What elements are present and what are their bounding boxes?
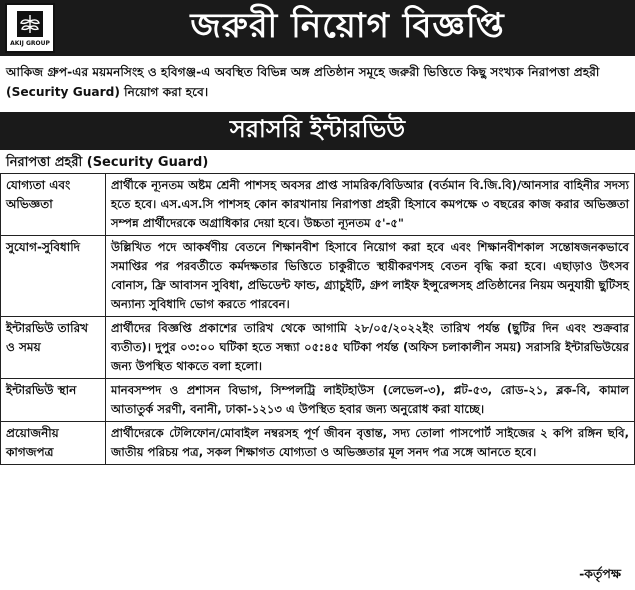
table-row (1, 379, 635, 422)
row-value: উল্লিখিত পদে আকর্ষণীয় বেতনে শিক্ষানবীশ হিসাবে নিয়োগ করা হবে এবং শিক্ষানবীশকাল সন্তোষজনকভাবে সমাপ্তির পর পরবর্তীতে কর্মদক্ষতার ভিত্তিতে চাকুরীতে স্থায়ীকরণসহ বেতন বৃদ্ধি করা হবে। এছাড়াও উৎসব বোনাস, ফ্রি আবাসন সুবিধা, প্রভিডেন্ট ফান্ড, গ্র্যাচুইটি, গ্রুপ লাইফ ইন্সুরেন্সসহ প্রতিষ্ঠানের নিয়ম অনুযায়ী ছুটিসহ অন্যান্য সুবিধাদি ভোগ করতে পারবেন। (106, 236, 635, 317)
post-title: নিরাপত্তা প্রহরী (Security Guard) (6, 155, 209, 170)
leaf-logo-icon (15, 9, 45, 39)
logo-text: AKIJ GROUP (10, 40, 50, 47)
table-row (1, 174, 635, 236)
row-label: সুযোগ-সুবিধাদি (1, 236, 106, 317)
page-title: জরুরী নিয়োগ বিজ্ঞপ্তি (190, 5, 505, 46)
table-row (1, 422, 635, 465)
row-label: ইন্টারভিউ তারিখ ও সময় (1, 317, 106, 379)
akij-group-logo (5, 3, 55, 53)
table-row (1, 236, 635, 317)
table-row (1, 317, 635, 379)
header-bar (0, 0, 635, 56)
signature: -কর্তৃপক্ষ (579, 566, 621, 581)
details-table (0, 173, 635, 465)
row-label: যোগ্যতা এবং অভিজ্ঞতা (1, 174, 106, 236)
row-value: প্রার্থীদেরকে টেলিফোন/মোবাইল নম্বরসহ পূর্ণ জীবন বৃত্তান্ত, সদ্য তোলা পাসপোর্ট সাইজের ২ কপি রঙ্গিন ছবি, জাতীয় পরিচয় পত্র, সকল শিক্ষাগত যোগ্যতা ও অভিজ্ঞতার মূল সনদ পত্র সঙ্গে আনতে হবে। (106, 422, 635, 465)
row-value: প্রার্থীদের বিজ্ঞপ্তি প্রকাশের তারিখ থেকে আগামি ২৮/০৫/২০২২ইং তারিখ পর্যন্ত (ছুটির দিন এবং শুক্রবার ব্যতীত)। দুপুর ০৩:০০ ঘটিকা হতে সন্ধ্যা ০৫:৪৫ ঘটিকা পর্যন্ত (অফিস চলাকালীন সময়) সরাসরি ইন্টারভিউয়ের জন্য উপস্থিত থাকতে বলা হলো। (106, 317, 635, 379)
interview-banner: সরাসরি ইন্টারভিউ (0, 112, 635, 150)
row-value: মানবসম্পদ ও প্রশাসন বিভাগ, সিম্পলট্রি লাইটহাউস (লেভেল-৩), প্লট-৫৩, রোড-২১, ব্লক-বি, কামাল আতাতুর্ক সরণী, বনানী, ঢাকা-১২১৩ এ উপস্থিত হবার জন্য অনুরোধ করা যাচ্ছে। (106, 379, 635, 422)
row-label: প্রয়োজনীয় কাগজপত্র (1, 422, 106, 465)
row-value: প্রার্থীকে ন্যূনতম অষ্টম শ্রেনী পাশসহ অবসর প্রাপ্ত সামরিক/বিডিআর (বর্তমান বি.জি.বি)/আনসার বাহিনীর সদস্য হতে হবে। এস.এস.সি পাশসহ কোন কারখানায় নিরাপত্তা প্রহরী হিসাবে কমপক্ষে ৩ বছরের কাজ করার অভিজ্ঞতা সম্পন্ন প্রার্থীদেরকে অগ্রাধিকার দেয়া হবে। উচ্চতা ন্যূনতম ৫'-৫" (106, 174, 635, 236)
row-label: ইন্টারভিউ স্থান (1, 379, 106, 422)
intro-paragraph: আকিজ গ্রুপ-এর ময়মনসিংহ ও হবিগঞ্জ-এ অবস্থিত বিভিন্ন অঙ্গ প্রতিষ্ঠান সমূহে জরুরী ভিত্তিতে কিছু সংখ্যক নিরাপত্তা প্রহরী (Security Guard) নিয়োগ করা হবে। (6, 65, 600, 99)
